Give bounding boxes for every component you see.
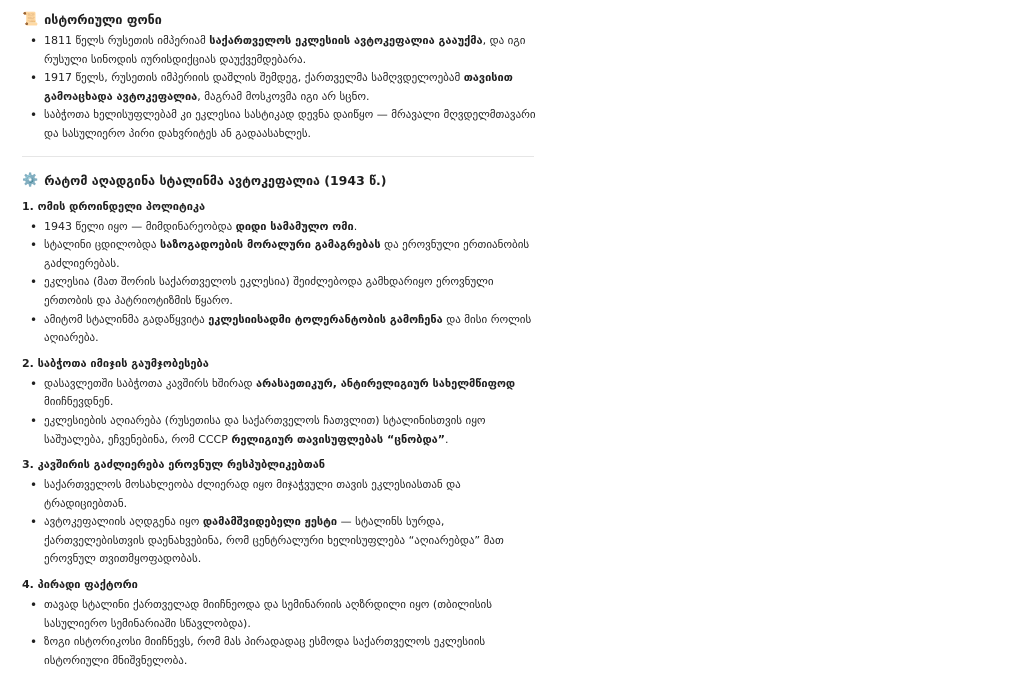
list-item: • 1943 წელი იყო — მიმდინარეობდა დიდი სამამულო ომი. xyxy=(22,218,542,237)
list-item: • ავტოკეფალიის აღდგენა იყო დამამშვიდებელი ჟესტი — სტალინს სურდა, ქართველებისთვის დაენახვებინა, რომ ცენტრალური ხელისუფლება “აღიარებდა” მათ ეროვნულ თვითმყოფადობას. xyxy=(22,513,542,569)
list-item: • საბჭოთა ხელისუფლებამ კი ეკლესია სასტიკად დევნა დაიწყო — მრავალი მღვდელმთავარი და სასულიერო პირი დახვრიტეს ან გადაასახლეს. xyxy=(22,106,542,143)
subsection-heading: 3. კავშირის გაძლიერება ეროვნულ რესპუბლიკებთან xyxy=(22,458,326,472)
list-item: • სტალინი ცდილობდა საზოგადოების მორალური გამაგრებას და ეროვნული ერთიანობის გაძლიერებას. xyxy=(22,236,542,273)
reasons-list xyxy=(22,476,542,569)
divider xyxy=(22,156,534,157)
list-item: • ზოგი ისტორიკოსი მიიჩნევს, რომ მას პირადადაც ესმოდა საქართველოს ეკლესიის ისტორიული მნიშვნელობა. xyxy=(22,633,542,670)
subsection-heading: 2. საბჭოთა იმიჯის გაუმჯობესება xyxy=(22,356,209,370)
section-heading-reasons xyxy=(22,171,542,191)
gear-icon: ⚙️ xyxy=(22,172,39,188)
list-item: • ამიტომ სტალინმა გადაწყვიტა ეკლესიისადმი ტოლერანტობის გამოჩენა და მისი როლის აღიარება. xyxy=(22,311,542,348)
list-item: • ეკლესიების აღიარება (რუსეთისა და საქართველოს ჩათვლით) სტალინისთვის იყო საშუალება, ეჩვენებინა, რომ CCCP რელიგიურ თავისუფლებას “ცნობდა”. xyxy=(22,412,542,449)
list-item: • დასავლეთში საბჭოთა კავშირს ხშირად არასაეთიკურ, ანტირელიგიურ სახელმწიფოდ მიიჩნევდნენ. xyxy=(22,375,542,412)
list-item: • 1917 წელს, რუსეთის იმპერიის დაშლის შემდეგ, ქართველმა სამღვდელოებამ თავისით გამოაცხადა ავტოკეფალია, მაგრამ მოსკოვმა იგი არ სცნო. xyxy=(22,69,542,106)
section-heading-history xyxy=(22,10,542,30)
chat-response xyxy=(22,10,542,670)
section-title: ისტორიული ფონი xyxy=(44,12,162,27)
list-item: • საქართველოს მოსახლეობა ძლიერად იყო მიჯაჭვული თავის ეკლესიასთან და ტრადიციებთან. xyxy=(22,476,542,513)
list-item: • 1811 წელს რუსეთის იმპერიამ საქართველოს ეკლესიის ავტოკეფალია გააუქმა, და იგი რუსული სინოდის იურისდიქციას დაუქვემდებარა. xyxy=(22,32,542,69)
section-title: რატომ აღადგინა სტალინმა ავტოკეფალია (1943 წ.) xyxy=(44,172,387,188)
reasons-list xyxy=(22,375,542,449)
subsection-heading: 1. ომის დროინდელი პოლიტიკა xyxy=(22,199,206,213)
subsection-heading: 4. პირადი ფაქტორი xyxy=(22,578,138,592)
reasons-list xyxy=(22,218,542,348)
history-list xyxy=(22,32,542,144)
list-item: • ეკლესია (მათ შორის საქართველოს ეკლესია) შეიძლებოდა გამხდარიყო ეროვნული ერთობის და პატრიოტიზმის წყარო. xyxy=(22,273,542,310)
reasons-list xyxy=(22,596,542,670)
list-item: • თავად სტალინი ქართველად მიიჩნეოდა და სემინარიის აღზრდილი იყო (თბილისის სასულიერო სემინარიაში სწავლობდა). xyxy=(22,596,542,633)
scroll-icon: 📜 xyxy=(22,12,39,27)
